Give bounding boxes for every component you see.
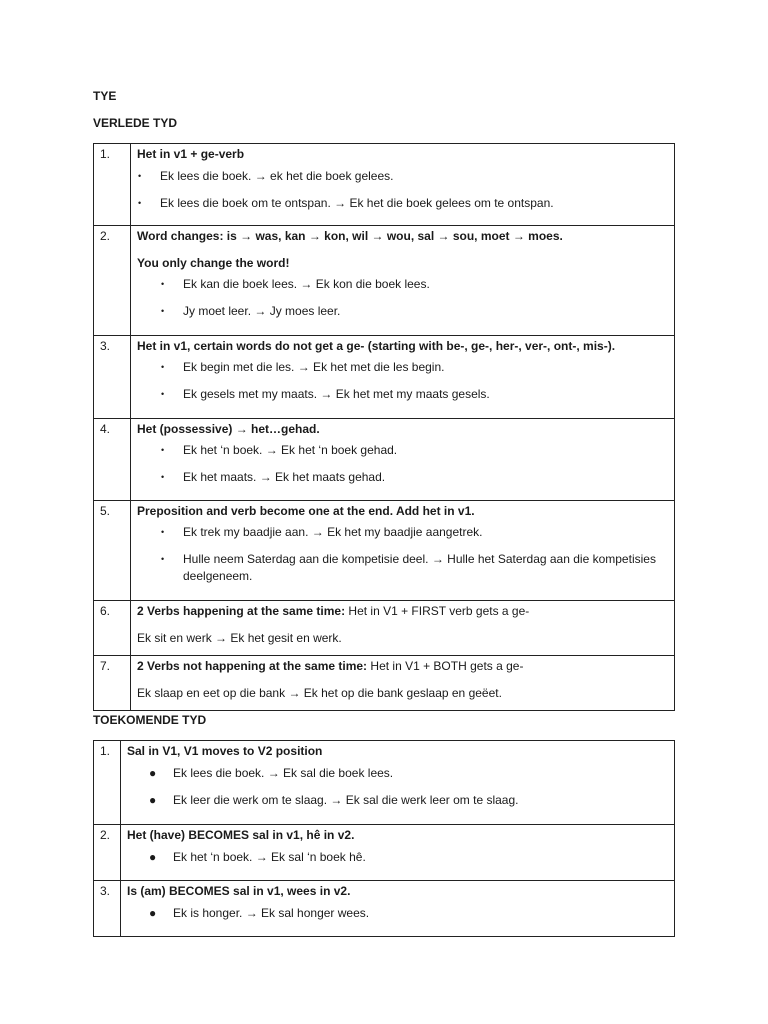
table-row <box>94 501 675 601</box>
bullet-icon: ● <box>149 850 157 864</box>
rule-title <box>137 659 668 673</box>
rule-content <box>131 336 675 419</box>
list-item <box>137 276 668 293</box>
table-row <box>94 419 675 501</box>
section-heading-future: TOEKOMENDE TYD <box>93 713 207 727</box>
table-row <box>94 226 675 336</box>
rule-title: Het (possessive) → het…gehad. <box>137 422 320 436</box>
bullet-icon: • <box>161 362 165 372</box>
rule-number: 3. <box>94 881 121 937</box>
rule-title: Sal in V1, V1 moves to V2 position <box>127 744 323 758</box>
list-item <box>137 359 668 376</box>
rule-content <box>131 419 675 501</box>
table-row <box>94 656 675 711</box>
list-item <box>127 792 668 809</box>
bullet-icon: • <box>161 389 165 399</box>
example-text: Ek sit en werk → Ek het gesit en werk. <box>137 631 342 645</box>
past-tense-table <box>93 143 675 711</box>
rule-title-rest: Het in V1 + BOTH gets a ge- <box>367 659 524 673</box>
list-item <box>127 905 668 922</box>
document-title: TYE <box>93 89 117 103</box>
example-text: Hulle neem Saterdag aan die kompetisie deel. → Hulle het Saterdag aan die kompetisies deelgeneem. <box>183 552 656 583</box>
example-text: Ek slaap en eet op die bank → Ek het op die bank geslaap en geëet. <box>137 686 502 700</box>
table-row <box>94 741 675 825</box>
rule-title: Preposition and verb become one at the end. Add het in v1. <box>137 504 475 518</box>
rule-number: 5. <box>94 501 131 601</box>
example-text: Ek begin met die les. → Ek het met die les begin. <box>183 360 445 374</box>
section-heading-past: VERLEDE TYD <box>93 116 178 130</box>
example-text: Ek lees die boek. → Ek sal die boek lees. <box>173 766 394 780</box>
rule-title: Is (am) BECOMES sal in v1, wees in v2. <box>127 884 351 898</box>
list-item <box>137 303 668 320</box>
example-text: Jy moet leer. → Jy moes leer. <box>183 304 341 318</box>
bullet-icon: ● <box>149 793 157 807</box>
list-item <box>137 195 668 212</box>
rule-number: 2. <box>94 226 131 336</box>
rule-title <box>137 604 668 618</box>
example-text: Ek trek my baadjie aan. → Ek het my baadjie aangetrek. <box>183 525 483 539</box>
rule-title: Het (have) BECOMES sal in v1, hê in v2. <box>127 828 355 842</box>
list-item <box>137 386 668 403</box>
bullet-icon: • <box>138 198 142 208</box>
example-text: Ek is honger. → Ek sal honger wees. <box>173 906 370 920</box>
rule-content <box>131 226 675 336</box>
table-row <box>94 825 675 881</box>
example-text: Ek het maats. → Ek het maats gehad. <box>183 470 386 484</box>
bullet-icon: • <box>161 306 165 316</box>
list-item <box>127 849 668 866</box>
example-text: Ek het ‘n boek. → Ek het ‘n boek gehad. <box>183 443 398 457</box>
rule-content <box>121 881 675 937</box>
list-item <box>127 765 668 782</box>
future-tense-table <box>93 740 675 937</box>
table-row <box>94 336 675 419</box>
list-item <box>137 442 668 459</box>
example-text: Ek kan die boek lees. → Ek kon die boek lees. <box>183 277 430 291</box>
bullet-icon: • <box>161 445 165 455</box>
rule-title-bold: 2 Verbs not happening at the same time: <box>137 659 368 673</box>
bullet-icon: • <box>161 472 165 482</box>
rule-number: 1. <box>94 741 121 825</box>
bullet-icon: • <box>138 171 142 181</box>
list-item <box>137 524 668 541</box>
rule-title-bold: 2 Verbs happening at the same time: <box>137 604 346 618</box>
table-row <box>94 881 675 937</box>
rule-content <box>121 741 675 825</box>
example-text: Ek leer die werk om te slaag. → Ek sal die werk leer om te slaag. <box>173 793 519 807</box>
list-item <box>137 168 668 185</box>
table-row <box>94 601 675 656</box>
rule-title-rest: Het in V1 + FIRST verb gets a ge- <box>345 604 530 618</box>
rule-content <box>121 825 675 881</box>
bullet-icon: • <box>161 554 165 564</box>
bullet-icon: • <box>161 527 165 537</box>
rule-number: 1. <box>94 144 131 226</box>
rule-content <box>131 144 675 226</box>
example-text: Ek lees die boek om te ontspan. → Ek het die boek gelees om te ontspan. <box>160 196 554 210</box>
rule-title: Word changes: is → was, kan → kon, wil → wou, sal → sou, moet → moes. <box>137 229 563 243</box>
list-item <box>137 551 668 585</box>
bullet-icon: ● <box>149 906 157 920</box>
rule-number: 6. <box>94 601 131 656</box>
table-row <box>94 144 675 226</box>
rule-note: You only change the word! <box>137 256 290 270</box>
rule-content <box>131 501 675 601</box>
rule-number: 7. <box>94 656 131 711</box>
rule-number: 3. <box>94 336 131 419</box>
rule-number: 4. <box>94 419 131 501</box>
bullet-icon: • <box>161 279 165 289</box>
bullet-icon: ● <box>149 766 157 780</box>
rule-content <box>131 656 675 711</box>
example-text: Ek gesels met my maats. → Ek het met my maats gesels. <box>183 387 490 401</box>
rule-number: 2. <box>94 825 121 881</box>
example-text: Ek het ‘n boek. → Ek sal ‘n boek hê. <box>173 850 366 864</box>
rule-content <box>131 601 675 656</box>
example-text: Ek lees die boek. → ek het die boek gelees. <box>160 169 394 183</box>
list-item <box>137 469 668 486</box>
rule-title: Het in v1, certain words do not get a ge- (starting with be-, ge-, her-, ver-, ont-, mis-). <box>137 339 616 353</box>
rule-title: Het in v1 + ge-verb <box>137 147 245 161</box>
